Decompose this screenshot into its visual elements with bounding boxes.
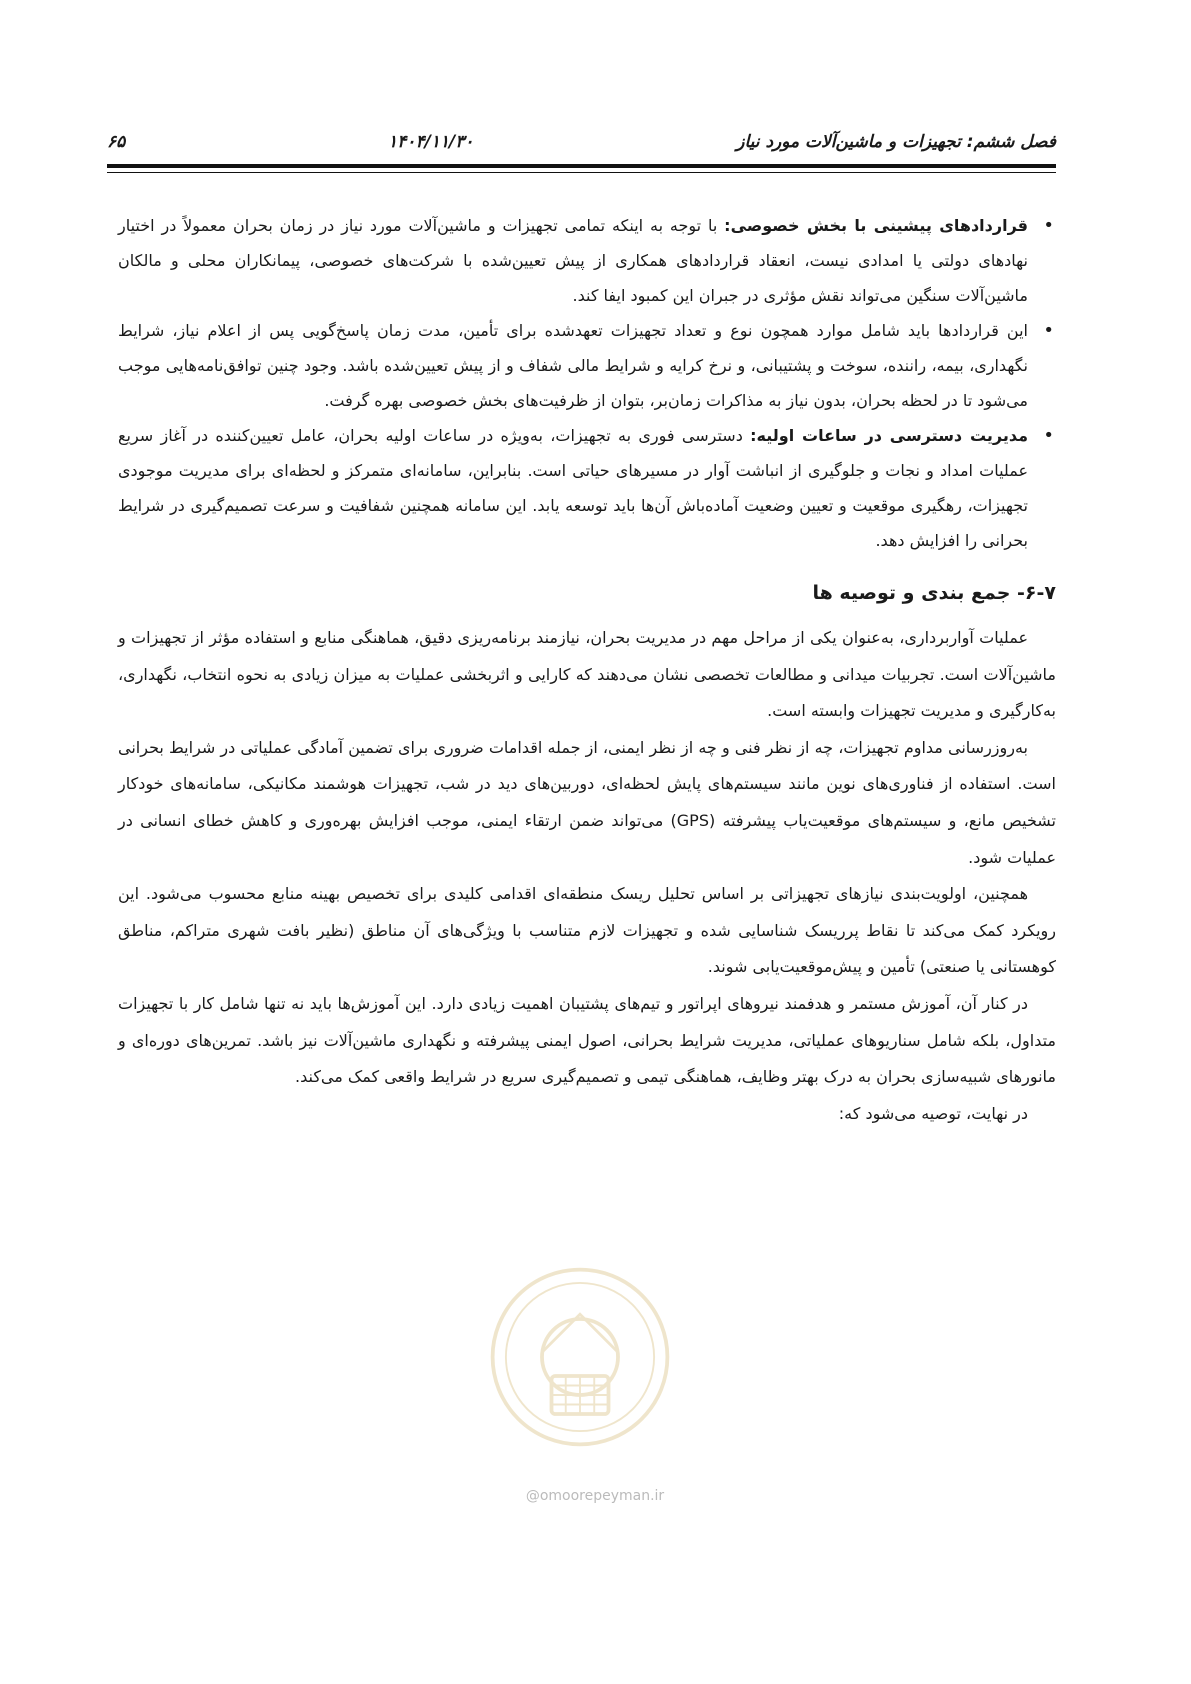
- bullet-list: [118, 208, 1056, 558]
- bullet-text: با توجه به اینکه تمامی تجهیزات و ماشین‌آلات مورد نیاز در زمان بحران معمولاً در اختیار نهادهای دولتی یا امدادی نیست، انعقاد قراردادهای همکاری از پیش تعیین‌شده با شرکت‌های خصوصی، پیمانکاران محلی و مالکان ماشین‌آلات سنگین می‌تواند نقش مؤثری در جبران این کمبود ایفا کند.: [118, 216, 1028, 305]
- bullet-bold-lead: قراردادهای پیشینی با بخش خصوصی:: [724, 216, 1029, 235]
- bullet-item: [118, 313, 1028, 418]
- bullet-text: دسترسی فوری به تجهیزات، به‌ویژه در ساعات اولیه بحران، عامل تعیین‌کننده در آغاز سریع عملیات امداد و نجات و جلوگیری از انباشت آوار در مسیرهای حیاتی است. بنابراین، سامانه‌ای متمرکز و لحظه‌ای برای مدیریت موجودی تجهیزات، رهگیری موقعیت و تعیین وضعیت آماده‌باش آن‌ها باید توسعه یابد. این سامانه همچنین شفافیت و سرعت تصمیم‌گیری در شرایط بحرانی را افزایش دهد.: [118, 426, 1028, 550]
- paragraph: به‌روزرسانی مداوم تجهیزات، چه از نظر فنی و چه از نظر ایمنی، از جمله اقدامات ضروری برای تضمین آمادگی عملیاتی در شرایط بحرانی است. استفاده از فناوری‌های نوین مانند سیستم‌های پایش لحظه‌ای، دوربین‌های دید در شب، تجهیزات هوشمند مکانیکی، سامانه‌های خودکار تشخیص مانع، و سیستم‌های موقعیت‌یاب پیشرفته (GPS) می‌تواند ضمن ارتقاء ایمنی، موجب افزایش بهره‌وری و کاهش خطای انسانی در عملیات شود.: [118, 737, 1056, 867]
- watermark-url: @omoorepeyman.ir: [525, 1488, 665, 1504]
- paragraph: در کنار آن، آموزش مستمر و هدفمند نیروهای اپراتور و تیم‌های پشتیبان اهمیت زیادی دارد. این آموزش‌ها باید نه تنها شامل کار با تجهیزات متداول، بلکه شامل سناریوهای عملیاتی، مدیریت شرایط بحرانی، اصول ایمنی پیشرفته و نگهداری ماشین‌آلات نیز باشد. تمرین‌های دوره‌ای و مانورهای شبیه‌سازی بحران به درک بهتر وظایف، هماهنگی تیمی و تصمیم‌گیری سریع در شرایط واقعی کمک می‌کند.: [118, 993, 1056, 1087]
- page-content: [118, 208, 1056, 1132]
- closing-line: در نهایت، توصیه می‌شود که:: [838, 1103, 1028, 1123]
- page-number: ۶۵: [107, 132, 126, 152]
- paragraph: عملیات آواربرداری، به‌عنوان یکی از مراحل مهم در مدیریت بحران، نیازمند برنامه‌ریزی دقیق، هماهنگی منابع و استفاده مؤثر از تجهیزات و ماشین‌آلات است. تجربیات میدانی و مطالعات تخصصی نشان می‌دهند که کارایی و اثربخشی عملیات به میزان زیادی به نحوه انتخاب، نگهداری، به‌کارگیری و مدیریت تجهیزات وابسته است.: [118, 628, 1056, 721]
- page-date: ۱۴۰۴/۱۱/۳۰: [388, 132, 474, 152]
- watermark-seal-icon: [485, 1262, 675, 1452]
- section-title: ۶-۷- جمع بندی و توصیه ها: [812, 582, 1056, 604]
- bullet-item: [118, 418, 1028, 558]
- page-header: [107, 128, 1056, 156]
- paragraph: همچنین، اولویت‌بندی نیازهای تجهیزاتی بر اساس تحلیل ریسک منطقه‌ای اقدامی کلیدی برای تخصیص بهینه منابع محسوب می‌شود. این رویکرد کمک می‌کند تا نقاط پرریسک شناسایی شده و تجهیزات لازم متناسب با ویژگی‌های آن مناطق (نظیر بافت شهری متراکم، مناطق کوهستانی یا صنعتی) تأمین و پیش‌موقعیت‌یابی شوند.: [118, 884, 1056, 977]
- bullet-item: [118, 208, 1028, 313]
- bullet-text: این قراردادها باید شامل موارد همچون نوع و تعداد تجهیزات تعهدشده برای تأمین، مدت زمان پاسخ‌گویی پس از اعلام نیاز، شرایط نگهداری، بیمه، راننده، سوخت و پشتیبانی، و نرخ کرایه و شرایط مالی شفاف و از پیش تعیین‌شده باشد. وجود چنین توافق‌نامه‌هایی موجب می‌شود تا در لحظه بحران، بدون نیاز به مذاکرات زمان‌بر، بتوان از ظرفیت‌های بخش خصوصی بهره گرفت.: [118, 321, 1028, 410]
- header-rule-thin: [107, 172, 1056, 173]
- bullet-bold-lead: مدیریت دسترسی در ساعات اولیه:: [750, 426, 1028, 445]
- chapter-title: فصل ششم: تجهیزات و ماشین‌آلات مورد نیاز: [736, 132, 1056, 152]
- header-rule-thick: [107, 164, 1056, 168]
